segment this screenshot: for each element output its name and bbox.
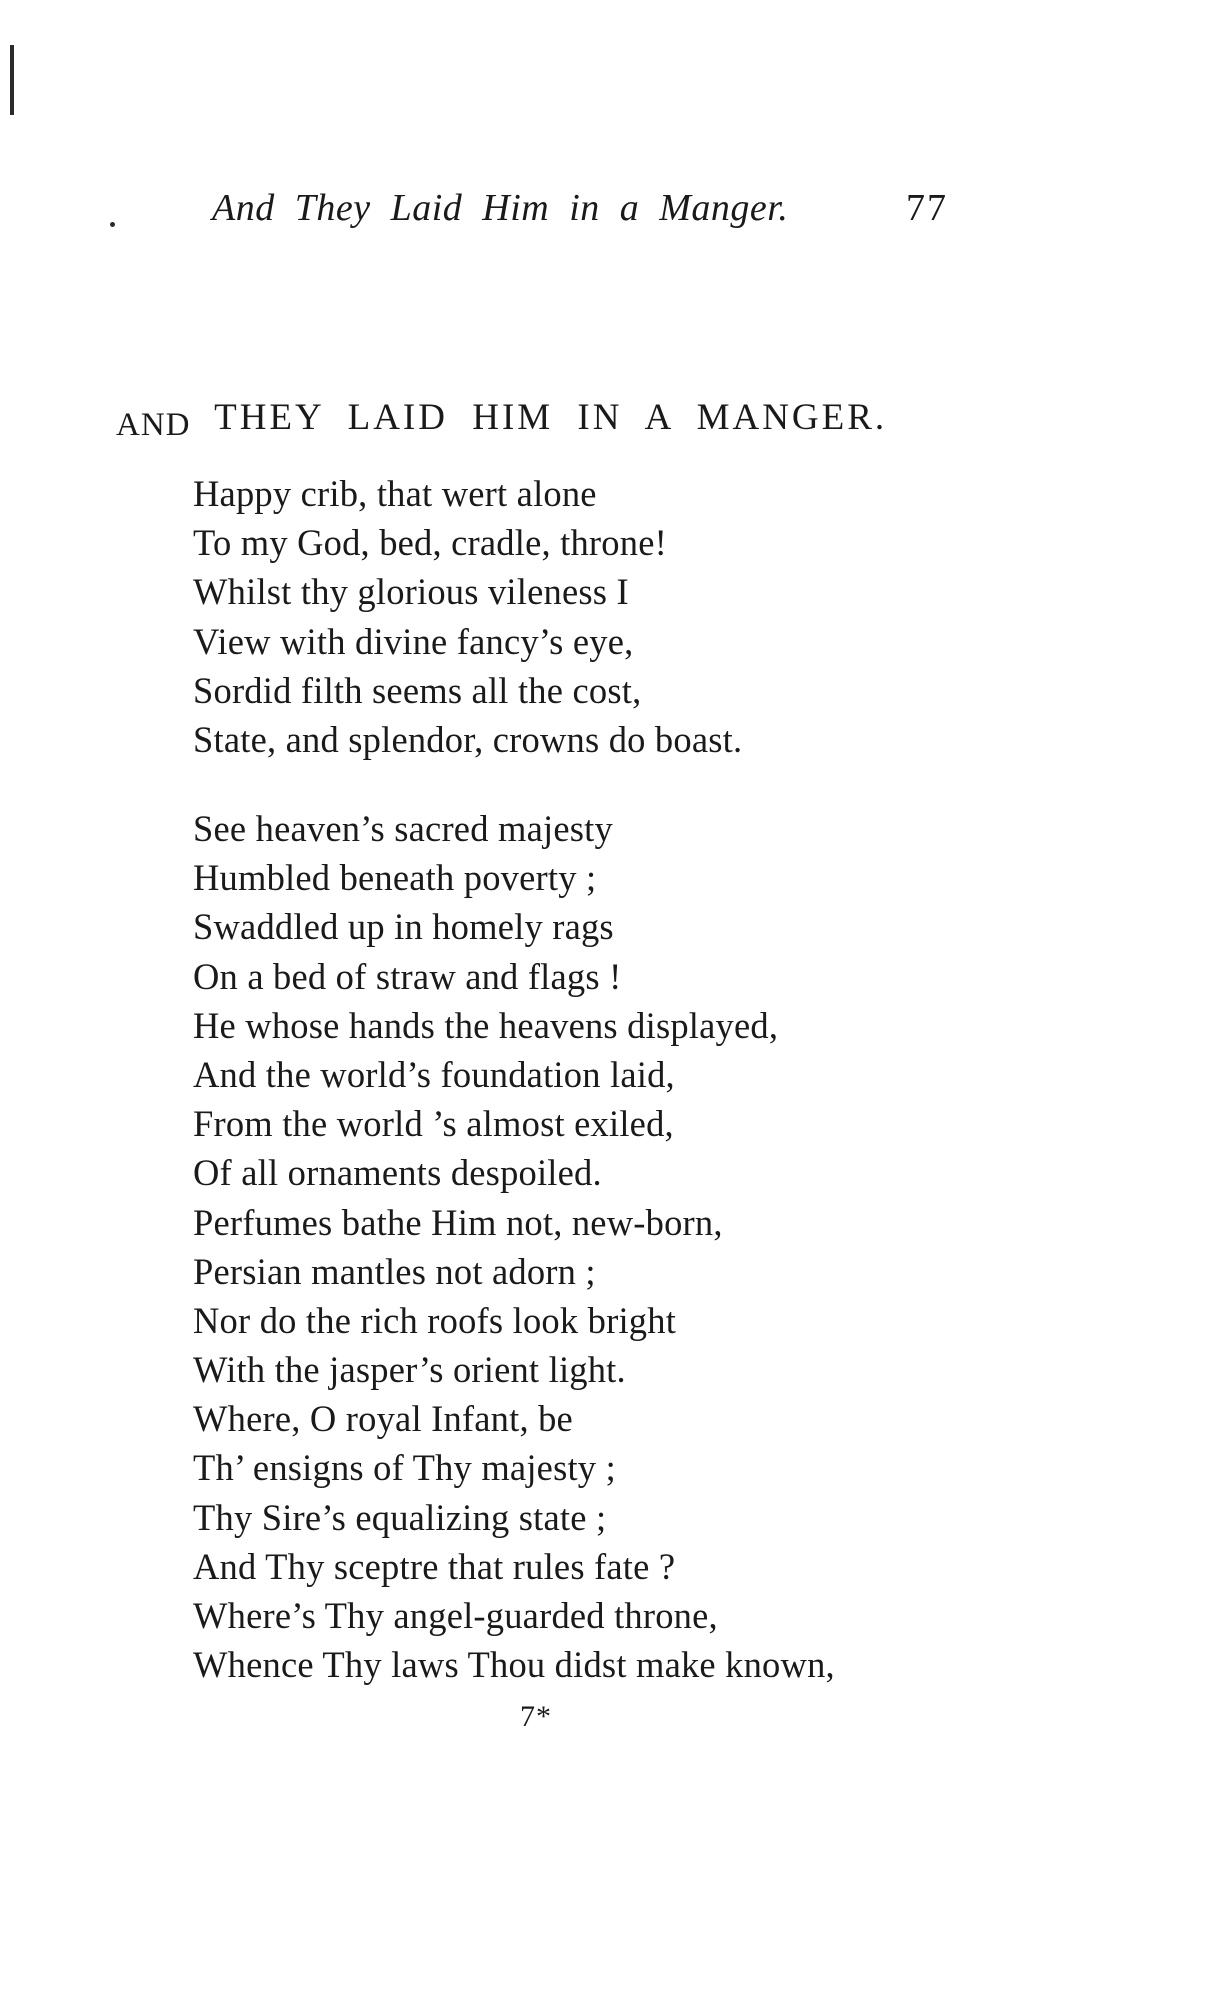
poem-line: To my God, bed, cradle, throne! [193, 522, 667, 564]
poem-line: Where’s Thy angel-guarded throne, [193, 1595, 718, 1636]
poem-title-rest: THEY LAID HIM IN A MANGER. [214, 397, 888, 438]
running-head: And They Laid Him in a Manger. [212, 187, 789, 229]
scan-mark-dot [110, 222, 115, 227]
poem-line: State, and splendor, crowns do boast. [193, 718, 743, 760]
poem-line: Sordid filth seems all the cost, [193, 669, 642, 711]
poem-line: Humbled beneath poverty ; [193, 857, 597, 899]
poem-line: Whilst thy glorious vileness I [193, 571, 629, 613]
poem-line: On a bed of straw and flags ! [193, 955, 622, 997]
poem-line: See heaven’s sacred majesty [193, 808, 613, 849]
scan-mark-left-edge [10, 45, 14, 115]
poem-line: With the jasper’s orient light. [193, 1349, 626, 1391]
poem-line: Whence Thy laws Thou didst make known, [193, 1644, 835, 1686]
poem-line: And the world’s foundation laid, [193, 1053, 675, 1095]
poem-line: Happy crib, that wert alone [193, 473, 597, 514]
poem-line: Where, O royal Infant, be [193, 1398, 573, 1440]
poem-line: He whose hands the heavens displayed, [193, 1004, 779, 1046]
poem-line: And Thy sceptre that rules fate ? [193, 1545, 676, 1587]
poem-line: Th’ ensigns of Thy majesty ; [193, 1447, 616, 1489]
poem-line: From the world ’s almost exiled, [193, 1103, 674, 1145]
poem-line: View with divine fancy’s eye, [193, 620, 634, 662]
stanza-1 [193, 469, 742, 764]
poem-line: Nor do the rich roofs look bright [193, 1299, 677, 1341]
stanza-2 [193, 804, 835, 1689]
page-number: 77 [906, 187, 948, 229]
poem-title [116, 396, 888, 443]
signature-mark: 7* [520, 1700, 552, 1733]
poem-line: Perfumes bathe Him not, new-born, [193, 1201, 723, 1243]
poem-line: Thy Sire’s equalizing state ; [193, 1496, 607, 1538]
poem-title-first-word: AND [116, 407, 191, 443]
poem-line: Of all ornaments despoiled. [193, 1152, 602, 1194]
poem-line: Persian mantles not adorn ; [193, 1250, 596, 1292]
poem-line: Swaddled up in homely rags [193, 906, 614, 948]
